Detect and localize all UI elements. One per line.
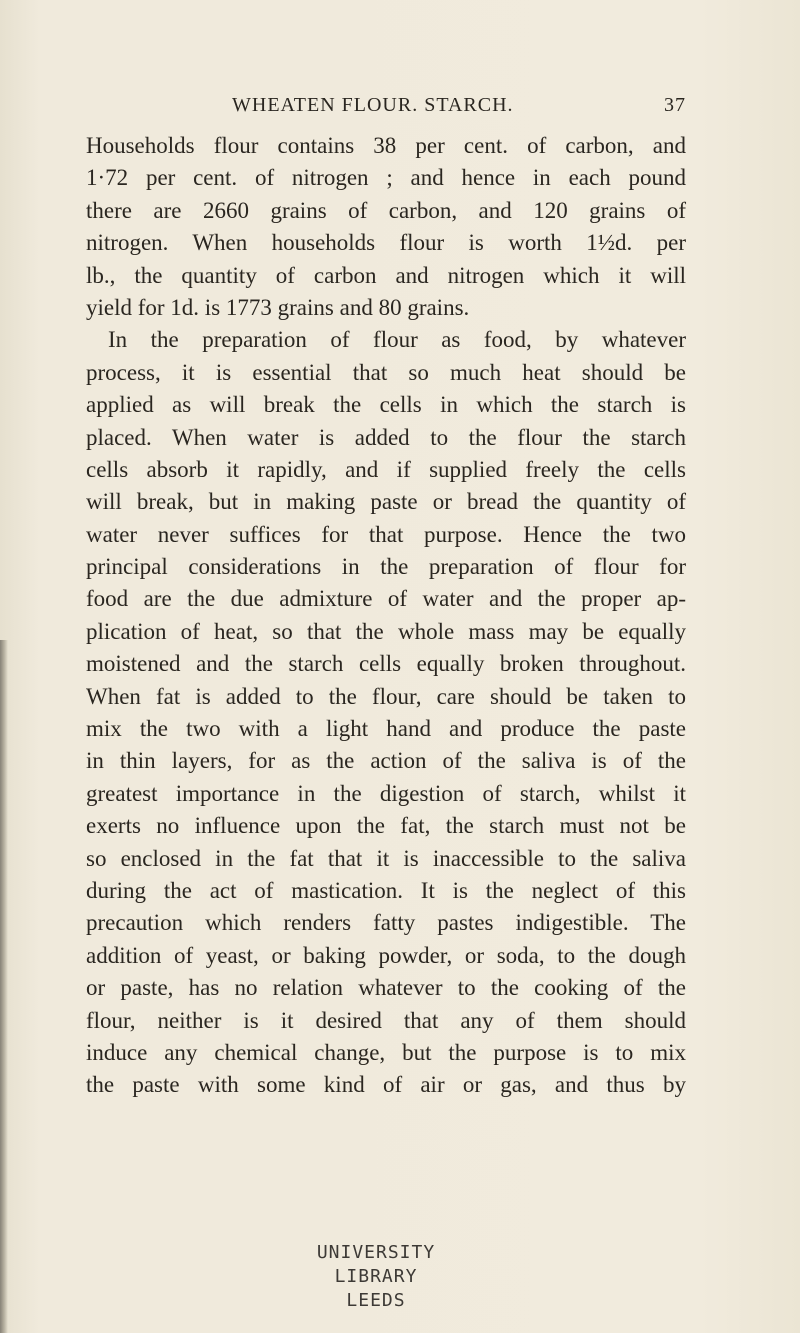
text-line: the paste with some kind of air or gas, and thus by <box>86 1072 686 1098</box>
text-line: food are the due admixture of water and the proper ap- <box>86 586 686 612</box>
text-line: moistened and the starch cells equally broken throughout. <box>86 651 686 677</box>
text-line: plication of heat, so that the whole mass may be equally <box>86 618 686 644</box>
text-line: greatest importance in the digestion of starch, whilst it <box>86 780 686 806</box>
text-line: cells absorb it rapidly, and if supplied freely the cells <box>86 456 686 482</box>
text-line: exerts no influence upon the fat, the starch must not be <box>86 813 686 839</box>
text-line: Households flour contains 38 per cent. of carbon, and <box>86 133 686 158</box>
text-line: placed. When water is added to the flour the starch <box>86 424 686 450</box>
text-line: nitrogen. When households flour is worth 1½d. per <box>86 230 686 256</box>
text-line: in thin layers, for as the action of the saliva is of the <box>86 748 686 774</box>
text-line: applied as will break the cells in which the starch is <box>86 392 686 418</box>
text-line: mix the two with a light hand and produce the paste <box>86 716 686 742</box>
text-line: yield for 1d. is 1773 grains and 80 grains. <box>86 294 470 320</box>
text-line: there are 2660 grains of carbon, and 120 grains of <box>86 197 686 223</box>
text-line: When fat is added to the flour, care should be taken to <box>86 683 686 709</box>
text-line: In the preparation of flour as food, by whatever <box>108 327 686 353</box>
running-title: WHEATEN FLOUR. STARCH. <box>232 94 514 116</box>
stamp-line: LEEDS <box>346 1290 406 1311</box>
text-line: precaution which renders fatty pastes indigestible. The <box>86 910 686 936</box>
text-line: 1·72 per cent. of nitrogen ; and hence in each pound <box>86 165 686 191</box>
text-line: lb., the quantity of carbon and nitrogen which it will <box>86 262 686 288</box>
library-stamp <box>316 1241 436 1313</box>
text-line: water never suffices for that purpose. Hence the two <box>86 521 686 547</box>
text-line: will break, but in making paste or bread the quantity of <box>86 489 686 515</box>
running-head <box>86 94 686 122</box>
body-text <box>86 130 686 1102</box>
text-line: during the act of mastication. It is the neglect of this <box>86 877 686 903</box>
page-number: 37 <box>664 94 686 116</box>
text-line: induce any chemical change, but the purpose is to mix <box>86 1039 686 1065</box>
binding-shadow <box>0 640 8 1333</box>
text-line: addition of yeast, or baking powder, or soda, to the dough <box>86 942 686 968</box>
stamp-line: UNIVERSITY <box>316 1242 436 1263</box>
text-line: principal considerations in the preparation of flour for <box>86 554 686 580</box>
stamp-line: LIBRARY <box>334 1266 418 1287</box>
text-line: flour, neither is it desired that any of them should <box>86 1007 686 1033</box>
text-line: process, it is essential that so much heat should be <box>86 359 686 385</box>
text-line: so enclosed in the fat that it is inaccessible to the saliva <box>86 845 686 871</box>
text-line: or paste, has no relation whatever to the cooking of the <box>86 975 686 1001</box>
